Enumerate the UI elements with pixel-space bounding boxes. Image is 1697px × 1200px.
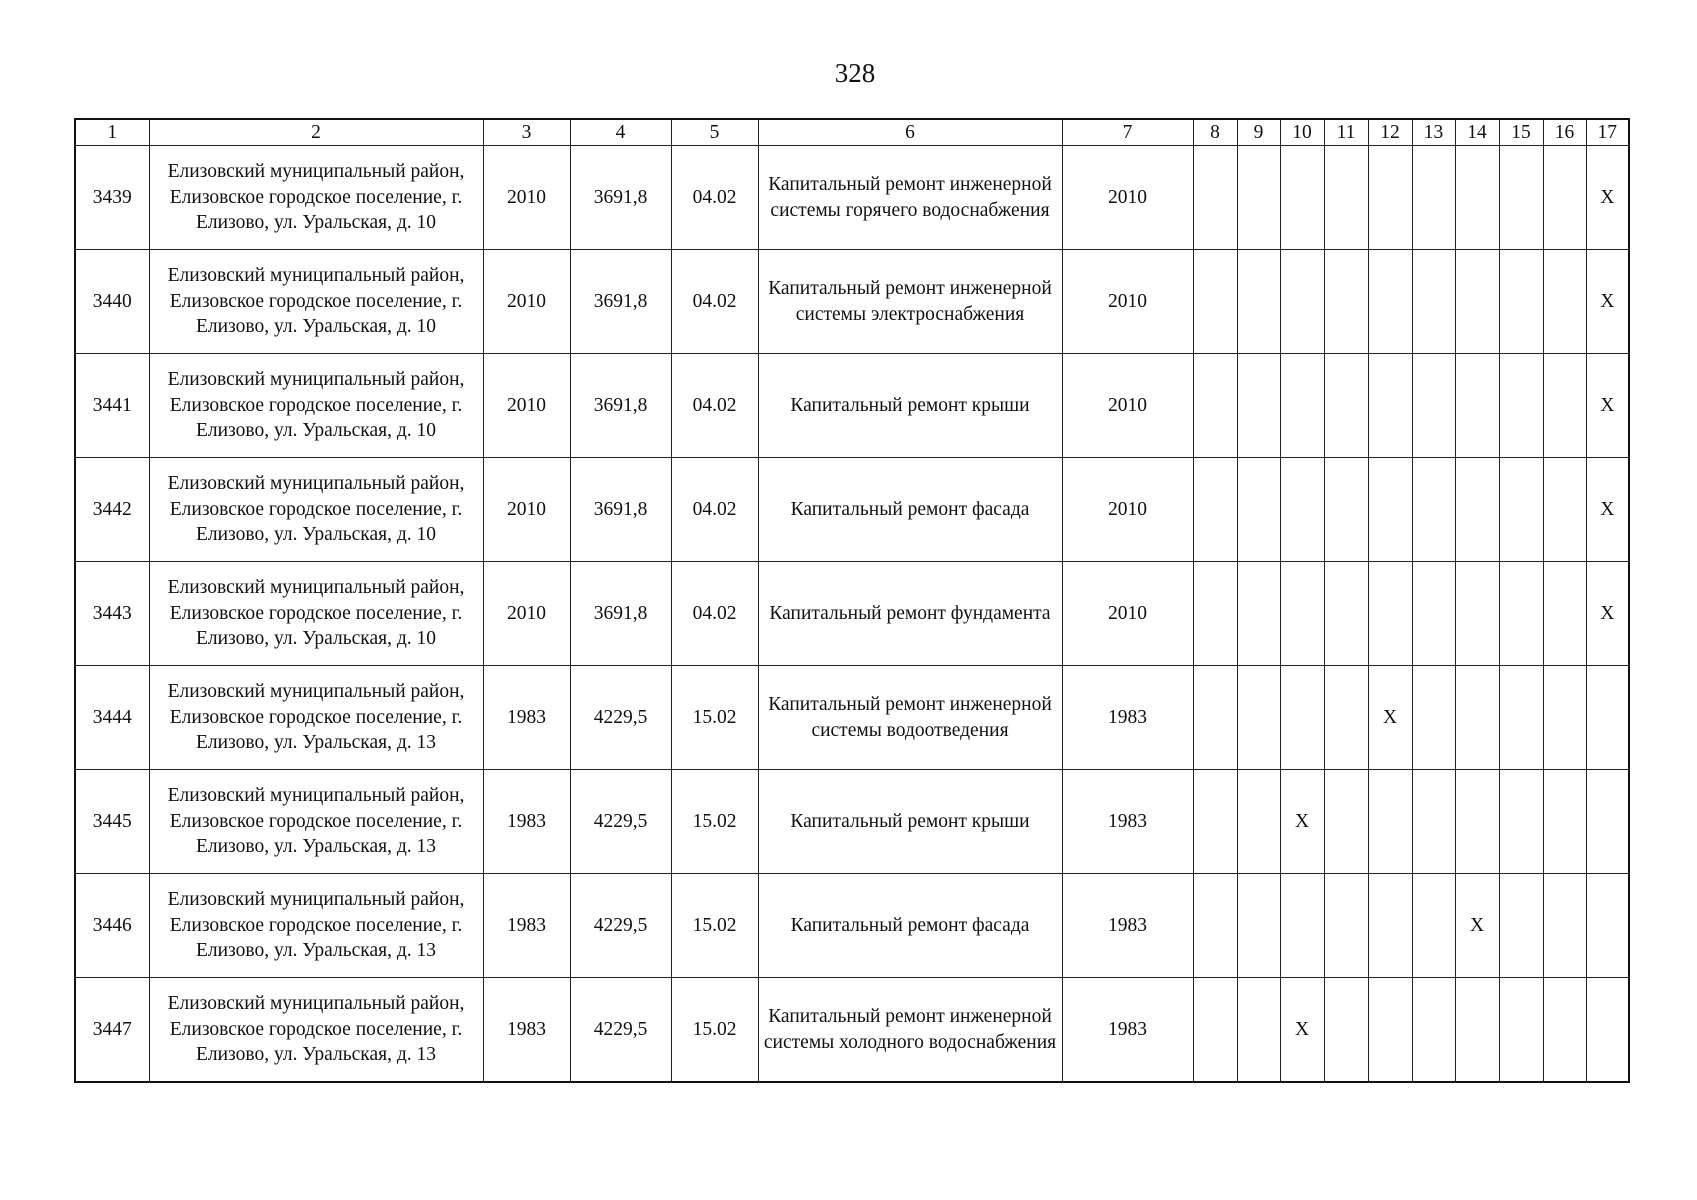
column-number-header: 9 — [1237, 119, 1280, 146]
period-mark-cell — [1324, 978, 1368, 1083]
work-code-cell: 04.02 — [671, 458, 758, 562]
last-repair-year-cell: 1983 — [1062, 666, 1193, 770]
column-number-header: 16 — [1543, 119, 1586, 146]
row-number-cell: 3447 — [75, 978, 149, 1083]
period-mark-cell — [1412, 874, 1455, 978]
period-mark-cell — [1280, 250, 1324, 354]
period-mark-cell — [1499, 562, 1543, 666]
column-number-header: 5 — [671, 119, 758, 146]
last-repair-year-cell: 2010 — [1062, 562, 1193, 666]
period-mark-cell: X — [1586, 146, 1629, 250]
period-mark-cell — [1368, 250, 1412, 354]
row-number-cell: 3446 — [75, 874, 149, 978]
work-code-cell: 04.02 — [671, 562, 758, 666]
period-mark-cell — [1412, 770, 1455, 874]
area-cell: 4229,5 — [570, 874, 671, 978]
area-cell: 4229,5 — [570, 770, 671, 874]
last-repair-year-cell: 2010 — [1062, 250, 1193, 354]
period-mark-cell — [1237, 354, 1280, 458]
period-mark-cell — [1324, 562, 1368, 666]
period-mark-cell — [1455, 562, 1499, 666]
period-mark-cell — [1237, 874, 1280, 978]
work-code-cell: 15.02 — [671, 666, 758, 770]
period-mark-cell — [1193, 250, 1237, 354]
period-mark-cell — [1193, 978, 1237, 1083]
table-body — [75, 146, 1629, 1083]
last-repair-year-cell: 2010 — [1062, 146, 1193, 250]
period-mark-cell — [1543, 978, 1586, 1083]
table-row — [75, 354, 1629, 458]
work-type-cell: Капитальный ремонт фасада — [758, 874, 1062, 978]
period-mark-cell — [1368, 562, 1412, 666]
table-row — [75, 978, 1629, 1083]
period-mark-cell — [1543, 354, 1586, 458]
period-mark-cell — [1499, 874, 1543, 978]
period-mark-cell: X — [1455, 874, 1499, 978]
row-number-cell: 3439 — [75, 146, 149, 250]
period-mark-cell — [1543, 874, 1586, 978]
address-cell: Елизовский муниципальный район, Елизовское городское поселение, г. Елизово, ул. Уральская, д. 10 — [149, 562, 483, 666]
period-mark-cell — [1324, 250, 1368, 354]
work-type-cell: Капитальный ремонт инженерной системы горячего водоснабжения — [758, 146, 1062, 250]
period-mark-cell — [1543, 250, 1586, 354]
address-cell: Елизовский муниципальный район, Елизовское городское поселение, г. Елизово, ул. Уральская, д. 10 — [149, 354, 483, 458]
column-number-header: 3 — [483, 119, 570, 146]
period-mark-cell — [1368, 146, 1412, 250]
period-mark-cell — [1586, 874, 1629, 978]
period-mark-cell — [1237, 146, 1280, 250]
period-mark-cell — [1324, 666, 1368, 770]
build-year-cell: 1983 — [483, 978, 570, 1083]
period-mark-cell — [1455, 146, 1499, 250]
period-mark-cell — [1280, 146, 1324, 250]
row-number-cell: 3440 — [75, 250, 149, 354]
period-mark-cell — [1543, 770, 1586, 874]
period-mark-cell — [1455, 978, 1499, 1083]
work-code-cell: 15.02 — [671, 978, 758, 1083]
period-mark-cell — [1499, 458, 1543, 562]
period-mark-cell — [1193, 770, 1237, 874]
address-cell: Елизовский муниципальный район, Елизовское городское поселение, г. Елизово, ул. Уральская, д. 10 — [149, 458, 483, 562]
area-cell: 4229,5 — [570, 978, 671, 1083]
last-repair-year-cell: 1983 — [1062, 770, 1193, 874]
period-mark-cell — [1543, 458, 1586, 562]
period-mark-cell — [1412, 146, 1455, 250]
period-mark-cell: X — [1280, 978, 1324, 1083]
column-number-header: 7 — [1062, 119, 1193, 146]
period-mark-cell: X — [1586, 354, 1629, 458]
period-mark-cell — [1543, 146, 1586, 250]
area-cell: 3691,8 — [570, 458, 671, 562]
period-mark-cell — [1324, 146, 1368, 250]
address-cell: Елизовский муниципальный район, Елизовское городское поселение, г. Елизово, ул. Уральская, д. 13 — [149, 666, 483, 770]
row-number-cell: 3444 — [75, 666, 149, 770]
table-row — [75, 458, 1629, 562]
period-mark-cell — [1412, 354, 1455, 458]
period-mark-cell — [1499, 978, 1543, 1083]
column-number-header: 6 — [758, 119, 1062, 146]
period-mark-cell — [1237, 458, 1280, 562]
build-year-cell: 2010 — [483, 250, 570, 354]
area-cell: 3691,8 — [570, 250, 671, 354]
period-mark-cell: X — [1280, 770, 1324, 874]
work-type-cell: Капитальный ремонт крыши — [758, 770, 1062, 874]
build-year-cell: 1983 — [483, 770, 570, 874]
column-number-header: 11 — [1324, 119, 1368, 146]
work-type-cell: Капитальный ремонт крыши — [758, 354, 1062, 458]
build-year-cell: 2010 — [483, 562, 570, 666]
period-mark-cell: X — [1586, 562, 1629, 666]
column-number-header: 1 — [75, 119, 149, 146]
period-mark-cell — [1543, 562, 1586, 666]
last-repair-year-cell: 1983 — [1062, 978, 1193, 1083]
period-mark-cell — [1237, 770, 1280, 874]
table-row — [75, 146, 1629, 250]
work-code-cell: 15.02 — [671, 874, 758, 978]
period-mark-cell — [1455, 666, 1499, 770]
build-year-cell: 2010 — [483, 354, 570, 458]
period-mark-cell — [1499, 250, 1543, 354]
work-code-cell: 04.02 — [671, 354, 758, 458]
area-cell: 4229,5 — [570, 666, 671, 770]
address-cell: Елизовский муниципальный район, Елизовское городское поселение, г. Елизово, ул. Уральская, д. 13 — [149, 874, 483, 978]
period-mark-cell — [1455, 250, 1499, 354]
period-mark-cell — [1499, 770, 1543, 874]
area-cell: 3691,8 — [570, 146, 671, 250]
period-mark-cell — [1455, 354, 1499, 458]
last-repair-year-cell: 1983 — [1062, 874, 1193, 978]
repair-schedule-table — [74, 118, 1630, 1083]
period-mark-cell — [1280, 354, 1324, 458]
build-year-cell: 2010 — [483, 146, 570, 250]
period-mark-cell — [1412, 562, 1455, 666]
column-number-header: 14 — [1455, 119, 1499, 146]
table-row — [75, 874, 1629, 978]
table-row — [75, 250, 1629, 354]
work-type-cell: Капитальный ремонт инженерной системы водоотведения — [758, 666, 1062, 770]
column-number-header: 4 — [570, 119, 671, 146]
address-cell: Елизовский муниципальный район, Елизовское городское поселение, г. Елизово, ул. Уральская, д. 10 — [149, 146, 483, 250]
row-number-cell: 3441 — [75, 354, 149, 458]
period-mark-cell — [1455, 770, 1499, 874]
table-row — [75, 562, 1629, 666]
table-row — [75, 770, 1629, 874]
period-mark-cell — [1193, 874, 1237, 978]
last-repair-year-cell: 2010 — [1062, 354, 1193, 458]
period-mark-cell — [1280, 666, 1324, 770]
work-type-cell: Капитальный ремонт фасада — [758, 458, 1062, 562]
last-repair-year-cell: 2010 — [1062, 458, 1193, 562]
period-mark-cell — [1586, 666, 1629, 770]
period-mark-cell — [1280, 562, 1324, 666]
work-type-cell: Капитальный ремонт инженерной системы холодного водоснабжения — [758, 978, 1062, 1083]
page-number: 328 — [834, 58, 876, 88]
period-mark-cell — [1324, 770, 1368, 874]
column-number-row — [75, 119, 1629, 146]
period-mark-cell — [1237, 250, 1280, 354]
period-mark-cell: X — [1586, 250, 1629, 354]
period-mark-cell — [1368, 770, 1412, 874]
period-mark-cell — [1324, 354, 1368, 458]
build-year-cell: 2010 — [483, 458, 570, 562]
work-code-cell: 15.02 — [671, 770, 758, 874]
period-mark-cell — [1499, 354, 1543, 458]
period-mark-cell — [1193, 562, 1237, 666]
address-cell: Елизовский муниципальный район, Елизовское городское поселение, г. Елизово, ул. Уральская, д. 13 — [149, 770, 483, 874]
period-mark-cell — [1193, 146, 1237, 250]
period-mark-cell — [1280, 874, 1324, 978]
build-year-cell: 1983 — [483, 874, 570, 978]
period-mark-cell — [1499, 666, 1543, 770]
period-mark-cell — [1586, 978, 1629, 1083]
period-mark-cell — [1412, 666, 1455, 770]
address-cell: Елизовский муниципальный район, Елизовское городское поселение, г. Елизово, ул. Уральская, д. 13 — [149, 978, 483, 1083]
column-number-header: 8 — [1193, 119, 1237, 146]
period-mark-cell — [1368, 978, 1412, 1083]
period-mark-cell — [1543, 666, 1586, 770]
column-number-header: 13 — [1412, 119, 1455, 146]
period-mark-cell — [1499, 146, 1543, 250]
period-mark-cell — [1455, 458, 1499, 562]
period-mark-cell — [1368, 354, 1412, 458]
period-mark-cell — [1412, 458, 1455, 562]
work-code-cell: 04.02 — [671, 146, 758, 250]
period-mark-cell — [1280, 458, 1324, 562]
period-mark-cell — [1193, 666, 1237, 770]
period-mark-cell: X — [1586, 458, 1629, 562]
period-mark-cell — [1193, 354, 1237, 458]
build-year-cell: 1983 — [483, 666, 570, 770]
period-mark-cell — [1237, 978, 1280, 1083]
work-type-cell: Капитальный ремонт инженерной системы электроснабжения — [758, 250, 1062, 354]
column-number-header: 2 — [149, 119, 483, 146]
work-type-cell: Капитальный ремонт фундамента — [758, 562, 1062, 666]
column-number-header: 10 — [1280, 119, 1324, 146]
period-mark-cell — [1368, 458, 1412, 562]
period-mark-cell — [1324, 458, 1368, 562]
row-number-cell: 3443 — [75, 562, 149, 666]
area-cell: 3691,8 — [570, 354, 671, 458]
row-number-cell: 3442 — [75, 458, 149, 562]
period-mark-cell — [1586, 770, 1629, 874]
column-number-header: 12 — [1368, 119, 1412, 146]
column-number-header: 17 — [1586, 119, 1629, 146]
period-mark-cell — [1237, 562, 1280, 666]
area-cell: 3691,8 — [570, 562, 671, 666]
period-mark-cell — [1412, 978, 1455, 1083]
period-mark-cell — [1368, 874, 1412, 978]
period-mark-cell: X — [1368, 666, 1412, 770]
period-mark-cell — [1324, 874, 1368, 978]
address-cell: Елизовский муниципальный район, Елизовское городское поселение, г. Елизово, ул. Уральская, д. 10 — [149, 250, 483, 354]
row-number-cell: 3445 — [75, 770, 149, 874]
period-mark-cell — [1193, 458, 1237, 562]
period-mark-cell — [1412, 250, 1455, 354]
work-code-cell: 04.02 — [671, 250, 758, 354]
period-mark-cell — [1237, 666, 1280, 770]
table-row — [75, 666, 1629, 770]
column-number-header: 15 — [1499, 119, 1543, 146]
